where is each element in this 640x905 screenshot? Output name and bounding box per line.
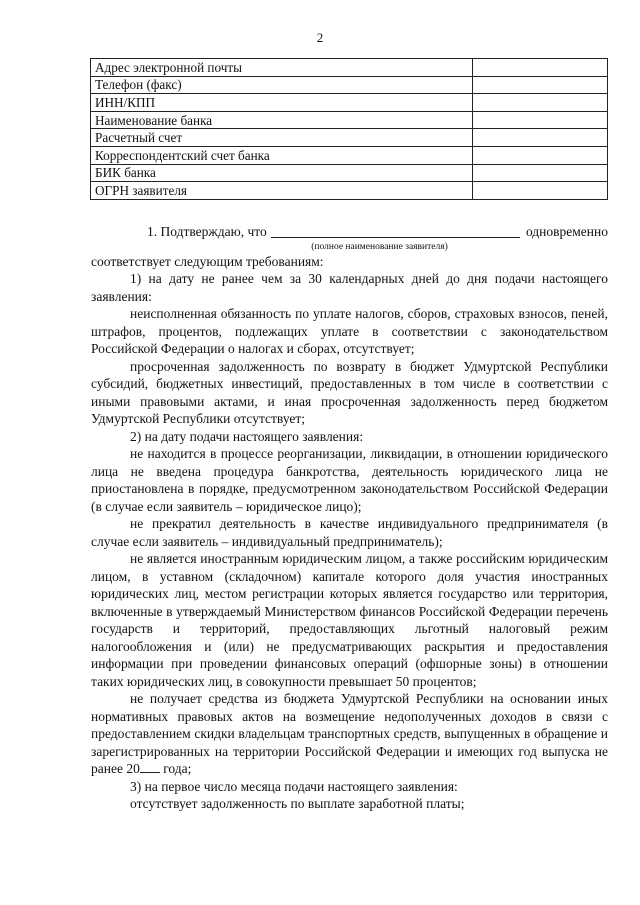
- row-value-cell: [473, 59, 608, 77]
- row-label: ОГРН заявителя: [91, 182, 473, 200]
- row-value-cell: [473, 164, 608, 182]
- document-body: [91, 223, 608, 813]
- paragraph-2-heading: 2) на дату подачи настоящего заявления:: [130, 428, 364, 444]
- page-number: 2: [316, 30, 324, 45]
- paragraph-2d: [91, 690, 608, 778]
- paragraph-2c: не является иностранным юридическим лицом, а также российским юридическим лицом, в уставном (складочном) капитале которого доля участия иностранных юридических лиц, местом регистрации которых является государство или территория, включенные в утверждаемый Министерством финансов Российской Федерации перечень государств и территорий, предоставляющих льготный налоговый режим налогообложения и (или) не предусматривающих раскрытия и предоставления информации при проведении финансовых операций (офшорные зоны) в отношении таких юридических лиц, в совокупности превышает 50 процентов;: [91, 551, 608, 689]
- table-row: [91, 59, 608, 77]
- year-blank: [140, 761, 160, 773]
- row-label: БИК банка: [91, 164, 473, 182]
- applicant-name-blank: [271, 225, 520, 238]
- table-row: [91, 94, 608, 112]
- paragraph-requirements: соответствует следующим требованиям:: [91, 253, 324, 269]
- applicant-info-table: [90, 58, 608, 200]
- confirmation-line: [91, 223, 608, 241]
- confirmation-tail: одновременно: [525, 224, 608, 239]
- row-value-cell: [473, 76, 608, 94]
- applicant-name-hint: (полное наименование заявителя): [311, 241, 448, 252]
- paragraph-2d-tail: года;: [159, 761, 192, 776]
- paragraph-1b: просроченная задолженность по возврату в бюджет Удмуртской Республики субсидий, бюджетных инвестиций, предоставленных в том числе в соответствии с иными правовыми актами, и иная просроченная задолженность перед бюджетом Удмуртской Республики отсутствует;: [91, 358, 608, 426]
- row-label: Адрес электронной почты: [91, 59, 473, 77]
- row-label: Телефон (факс): [91, 76, 473, 94]
- row-label: ИНН/КПП: [91, 94, 473, 112]
- paragraph-3a: отсутствует задолженность по выплате заработной платы;: [130, 796, 465, 811]
- row-value-cell: [473, 146, 608, 164]
- row-value-cell: [473, 129, 608, 147]
- paragraph-2b: не прекратил деятельность в качестве индивидуального предпринимателя (в случае если заявитель – индивидуальный предприниматель);: [91, 516, 608, 549]
- row-value-cell: [473, 111, 608, 129]
- table-row: [91, 164, 608, 182]
- row-label: Корреспондентский счет банка: [91, 146, 473, 164]
- table-row: [91, 182, 608, 200]
- paragraph-2d-text: не получает средства из бюджета Удмуртской Республики на основании иных нормативных правовых актов на возмещение недополученных доходов в связи с предоставлением скидки владельцам транспортных средств, выпущенных в обращение и зарегистрированных на территории Российской Федерации и имеющих год выпуска не ранее 20: [91, 691, 608, 776]
- paragraph-1a: неисполненная обязанность по уплате налогов, сборов, страховых взносов, пеней, штрафов, процентов, подлежащих уплате в соответствии с законодательством Российской Федерации о налогах и сборах, отсутствует;: [91, 306, 608, 356]
- table-row: [91, 111, 608, 129]
- row-label: Наименование банка: [91, 111, 473, 129]
- table-row: [91, 146, 608, 164]
- table-row: [91, 129, 608, 147]
- paragraph-1-heading: 1) на дату не ранее чем за 30 календарных дней до дня подачи настоящего заявления:: [91, 271, 608, 304]
- confirmation-lead: 1. Подтверждаю, что: [147, 224, 267, 239]
- table-row: [91, 76, 608, 94]
- row-label: Расчетный счет: [91, 129, 473, 147]
- row-value-cell: [473, 94, 608, 112]
- paragraph-3-heading: 3) на первое число месяца подачи настоящего заявления:: [130, 778, 458, 794]
- row-value-cell: [473, 182, 608, 200]
- paragraph-2a: не находится в процессе реорганизации, ликвидации, в отношении юридического лица не введена процедура банкротства, деятельность юридического лица не приостановлена в порядке, предусмотренном законодательством Российской Федерации (в случае если заявитель – юридическое лицо);: [91, 446, 608, 514]
